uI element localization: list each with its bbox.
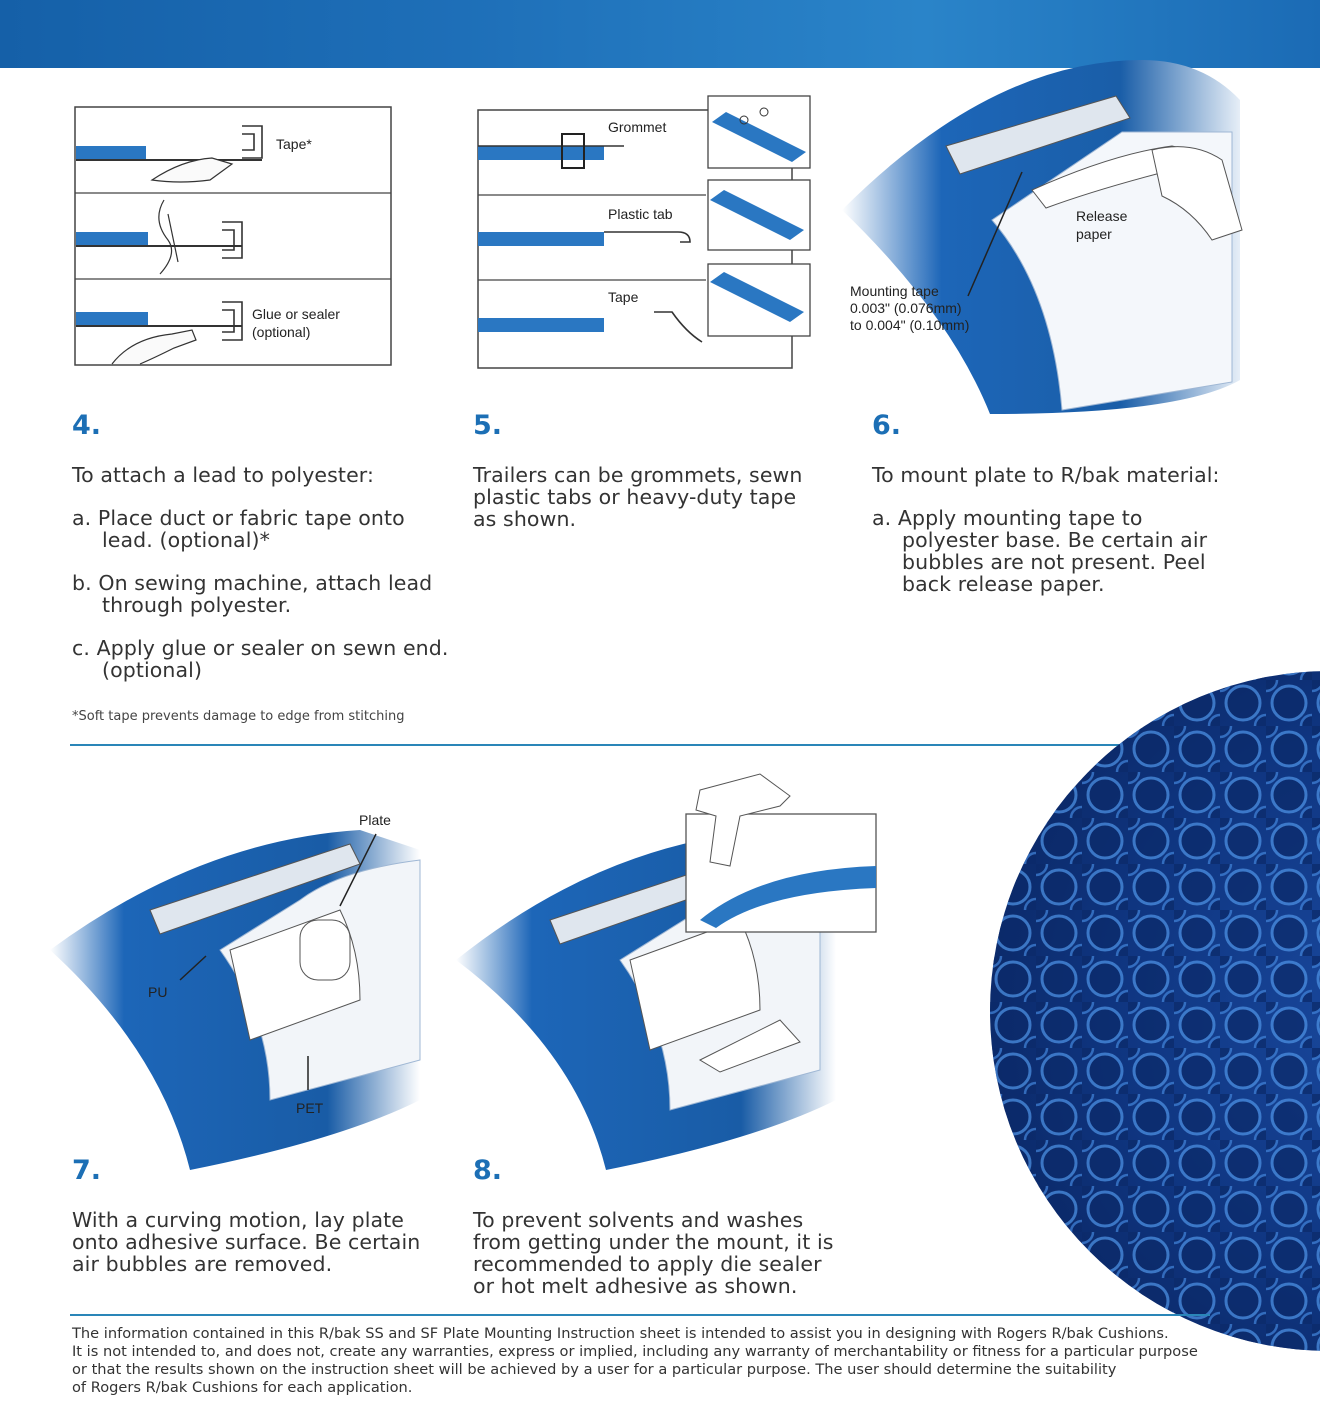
step-7-text — [72, 1209, 442, 1296]
step-6-illustration — [842, 60, 1242, 414]
disclaimer-line-1: The information contained in this R/bak SS and SF Plate Mounting Instruction sheet is intended to assist you in designing with Rogers R/bak Cushions. — [72, 1325, 1169, 1342]
step-7-number: 7. — [72, 1155, 102, 1186]
step-8-number: 8. — [473, 1155, 503, 1186]
footer-divider — [70, 1314, 1210, 1316]
step-4-item-a: a. Place duct or fabric tape onto lead. (optional)* — [72, 506, 405, 552]
step-4-text — [72, 464, 452, 702]
label-glue-or-sealer: Glue or sealer — [252, 306, 340, 322]
step-5-text — [473, 464, 818, 551]
step-6-item-a: a. Apply mounting tape to polyester base. Be certain air bubbles are not present. Peel back release paper. — [872, 506, 1208, 596]
disclaimer-line-3: or that the results shown on the instruction sheet will be achieved by a user for a particular purpose. The user should determine the suitability — [72, 1361, 1117, 1378]
disclaimer — [72, 1325, 1232, 1397]
label-mounting-tape-thickness-1: 0.003" (0.076mm) — [850, 300, 962, 316]
step-7-paragraph: With a curving motion, lay plate onto adhesive surface. Be certain air bubbles are removed. — [72, 1208, 421, 1276]
label-pu: PU — [148, 984, 168, 1000]
step-4-footnote: *Soft tape prevents damage to edge from stitching — [72, 709, 405, 724]
label-mounting-tape: Mounting tape — [850, 283, 939, 299]
step-4-number: 4. — [72, 410, 102, 441]
step-8-text — [473, 1209, 848, 1318]
step-8-illustration — [450, 770, 880, 1170]
disclaimer-line-2: It is not intended to, and does not, create any warranties, express or implied, including any warranty of merchantability or fitness for a particular purpose — [72, 1343, 1198, 1360]
section-divider — [70, 744, 1150, 746]
foam-texture-image — [990, 680, 1320, 1342]
step-6-intro: To mount plate to R/bak material: — [872, 463, 1220, 487]
header-banner — [0, 0, 1320, 68]
label-plastic-tab: Plastic tab — [608, 206, 673, 222]
step-4-item-b: b. On sewing machine, attach lead through polyester. — [72, 571, 433, 617]
label-optional: (optional) — [252, 324, 311, 340]
step-7-illustration — [40, 800, 440, 1170]
step-8-paragraph: To prevent solvents and washes from getting under the mount, it is recommended to apply die sealer or hot melt adhesive as shown. — [473, 1208, 834, 1298]
disclaimer-line-4: of Rogers R/bak Cushions for each application. — [72, 1379, 413, 1396]
label-tape-star: Tape* — [276, 136, 312, 152]
step-5-illustration — [474, 92, 814, 370]
label-grommet: Grommet — [608, 119, 667, 135]
step-5-paragraph: Trailers can be grommets, sewn plastic tabs or heavy-duty tape as shown. — [473, 463, 803, 531]
step-4-intro: To attach a lead to polyester: — [72, 463, 374, 487]
step-4-illustration — [72, 104, 394, 368]
label-plate: Plate — [359, 812, 391, 828]
label-paper: paper — [1076, 226, 1112, 242]
label-mounting-tape-thickness-2: to 0.004" (0.10mm) — [850, 317, 970, 333]
step-4-item-c: c. Apply glue or sealer on sewn end. (optional) — [72, 636, 449, 682]
label-tape: Tape — [608, 289, 639, 305]
label-pet: PET — [296, 1100, 324, 1116]
step-5-number: 5. — [473, 410, 503, 441]
label-release: Release — [1076, 208, 1128, 224]
step-6-text — [872, 464, 1237, 616]
step-6-number: 6. — [872, 410, 902, 441]
